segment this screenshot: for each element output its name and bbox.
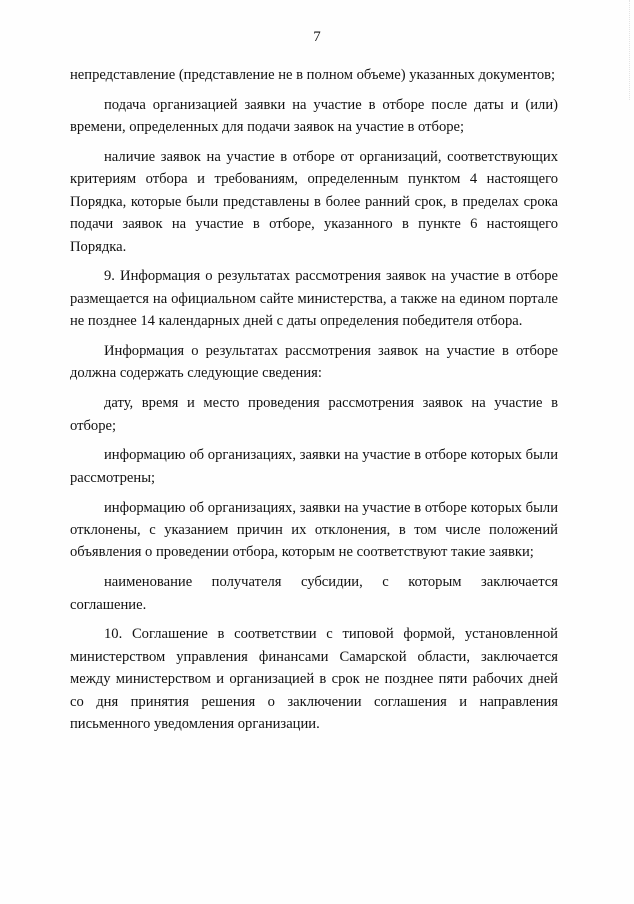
paragraph: наименование получателя субсидии, с которым заключается соглашение.: [70, 574, 558, 613]
document-body: [70, 64, 558, 743]
paragraph: информацию об организациях, заявки на участие в отборе которых были отклонены, с указанием причин их отклонения, в том числе положений объявления о проведении отбора, которым не соответствуют такие заявки;: [70, 499, 558, 561]
paragraph: непредставление (представление не в полном объеме) указанных документов;: [70, 67, 556, 83]
page-number: 7: [313, 29, 321, 45]
scan-artifact: [626, 0, 630, 100]
paragraph: Информация о результатах рассмотрения заявок на участие в отборе должна содержать следующие сведения:: [70, 343, 558, 382]
paragraph: подача организацией заявки на участие в отборе после даты и (или) времени, определенных для подачи заявок на участие в отборе;: [70, 96, 558, 136]
paragraph: 9. Информация о результатах рассмотрения заявок на участие в отборе размещается на официальном сайте министерства, а также на едином портале не позднее 14 календарных дней с даты определения победителя отбора.: [70, 268, 558, 330]
paragraph: дату, время и место проведения рассмотрения заявок на участие в отборе;: [70, 395, 558, 434]
paragraph: наличие заявок на участие в отборе от организаций, соответствующих критериям отбора и требованиям, определенным пунктом 4 настоящего Порядка, которые были представлены в более ранний срок, в пределах срока подачи заявок на участие в отборе, указанного в пункте 6 настоящего Порядка.: [70, 149, 558, 255]
paragraph: информацию об организациях, заявки на участие в отборе которых были рассмотрены;: [70, 447, 558, 486]
paragraph: 10. Соглашение в соответствии с типовой формой, установленной министерством управления финансами Самарской области, заключается между министерством и организацией в срок не позднее пяти рабочих дней со дня принятия решения о заключении соглашения и направления письменного уведомления организации.: [70, 626, 558, 733]
